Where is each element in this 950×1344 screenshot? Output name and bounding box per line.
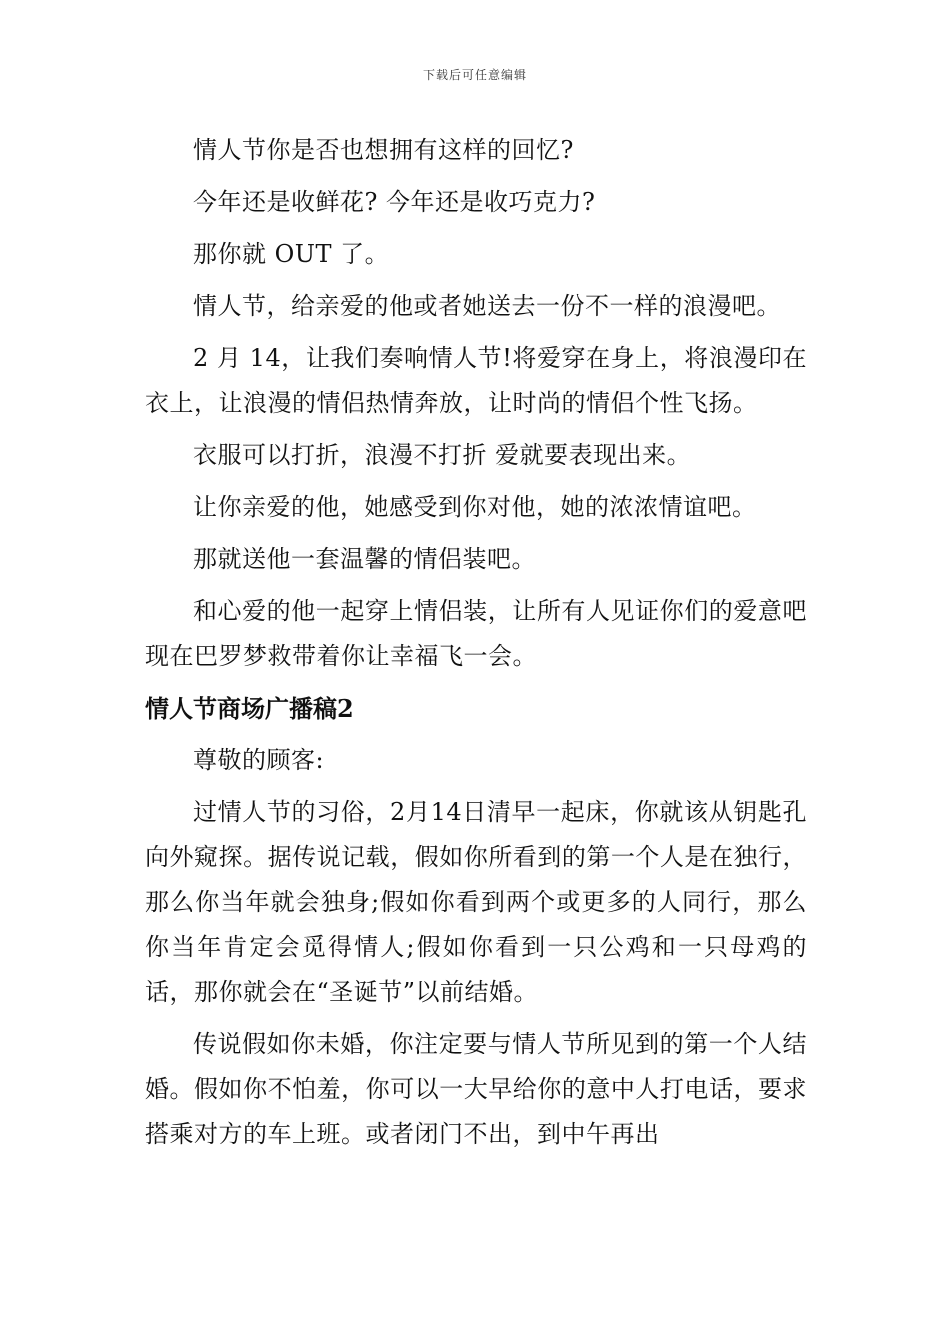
paragraph: 那就送他一套温馨的情侣装吧。 bbox=[193, 545, 536, 573]
paragraph: 和心爱的他一起穿上情侣装，让所有人见证你们的爱意吧 现在巴罗梦救带着你让幸福飞一会。 bbox=[145, 597, 807, 670]
page-header-note: 下载后可任意编辑 bbox=[422, 68, 527, 82]
paragraph: 传说假如你未婚，你注定要与情人节所见到的第一个人结婚。假如你不怕羞，你可以一大早给你的意中人打电话，要求搭乘对方的车上班。或者闭门不出，到中午再出 bbox=[145, 1030, 807, 1148]
paragraph: 衣服可以打折，浪漫不打折 爱就要表现出来。 bbox=[193, 441, 692, 469]
section-title: 情人节商场广播稿2 bbox=[145, 694, 354, 723]
document-body bbox=[145, 128, 807, 1157]
paragraph: 今年还是收鲜花? 今年还是收巧克力? bbox=[193, 188, 596, 216]
paragraph: 2 月 14，让我们奏响情人节!将爱穿在身上，将浪漫印在衣上，让浪漫的情侣热情奔放，让时尚的情侣个性飞扬。 bbox=[145, 344, 807, 417]
paragraph: 那你就 OUT 了。 bbox=[193, 240, 390, 268]
paragraph: 过情人节的习俗，2月14日清早一起床，你就该从钥匙孔向外窥探。据传说记载，假如你所看到的第一个人是在独行，那么你当年就会独身;假如你看到两个或更多的人同行，那么你当年肯定会觅得情人;假如你看到一只公鸡和一只母鸡的话，那你就会在“圣诞节”以前结婚。 bbox=[145, 798, 807, 1006]
paragraph: 情人节，给亲爱的他或者她送去一份不一样的浪漫吧。 bbox=[193, 292, 781, 320]
paragraph: 情人节你是否也想拥有这样的回忆? bbox=[193, 136, 574, 164]
paragraph: 让你亲爱的他，她感受到你对他，她的浓浓情谊吧。 bbox=[193, 493, 757, 521]
greeting: 尊敬的顾客: bbox=[193, 746, 325, 774]
